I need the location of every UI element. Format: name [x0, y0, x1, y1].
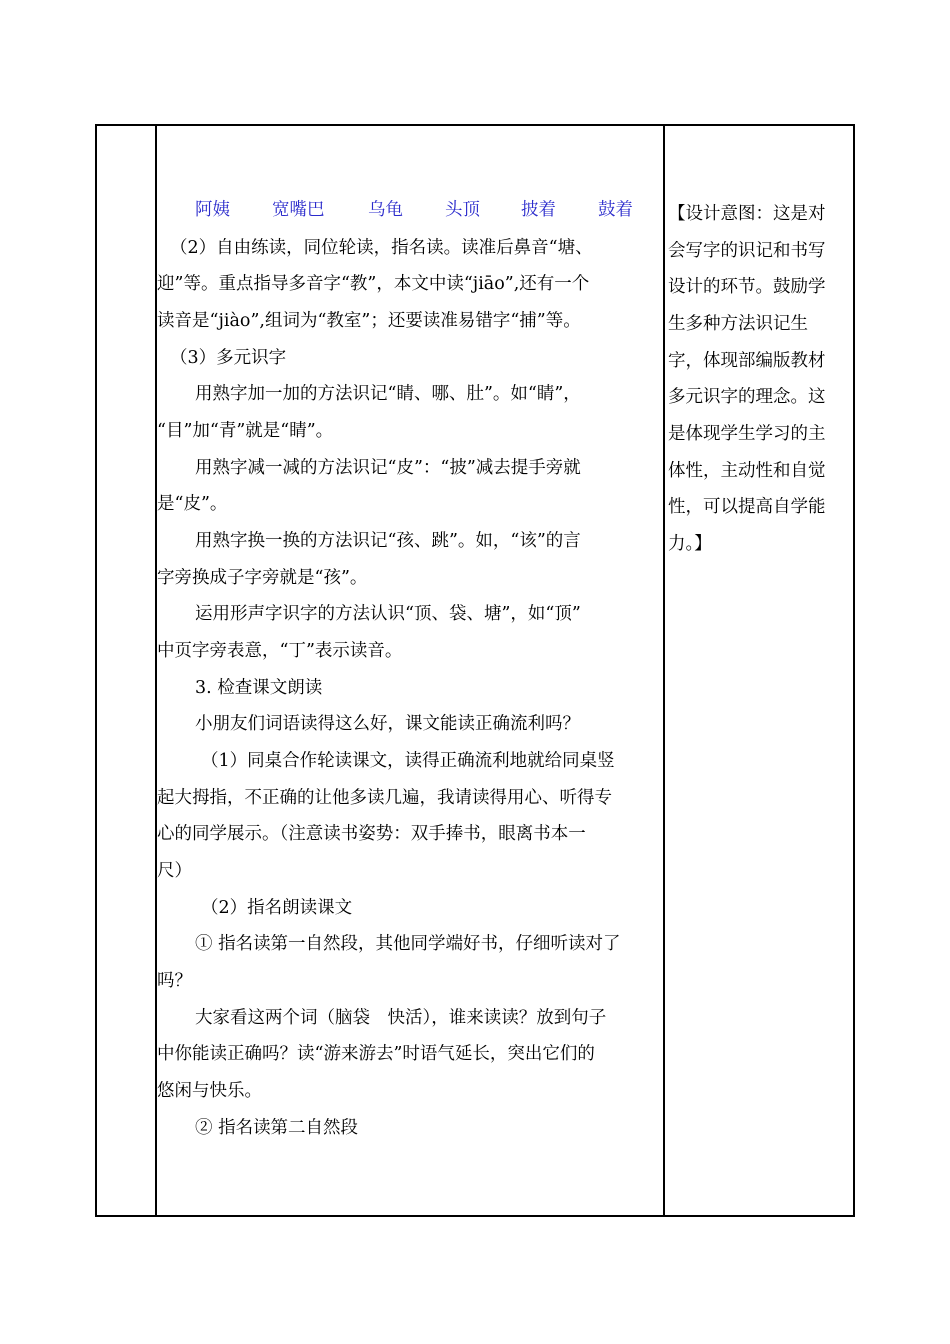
vocab-word: 披着: [521, 200, 556, 220]
text-line: 小朋友们词语读得这么好，课文能读正确流利吗？: [195, 714, 580, 734]
text-line: ② 指名读第二自然段: [195, 1118, 359, 1138]
text-line: 吗？: [157, 971, 192, 991]
empty-left-column: [97, 126, 155, 1215]
design-note-line: 性，可以提高自学能: [668, 497, 826, 517]
text-line: 字旁换成子字旁就是“孩”。: [157, 568, 368, 588]
text-line: 用熟字减一减的方法识记“皮”：“披”减去提手旁就: [195, 458, 581, 478]
vocab-word: 鼓着: [598, 200, 633, 220]
text-line: 用熟字加一加的方法识记“睛、哪、肚”。如“睛”，: [195, 384, 581, 404]
text-line: （1）同桌合作轮读课文，读得正确流利地就给同桌竖: [201, 751, 615, 771]
text-line: 起大拇指，不正确的让他多读几遍，我请读得用心、听得专: [157, 788, 612, 808]
text-line: （3）多元识字: [170, 348, 287, 368]
text-line: 运用形声字识字的方法认识“顶、袋、塘”，如“顶”: [195, 604, 581, 624]
vocab-word: 乌龟: [368, 200, 403, 220]
vocab-word: 头顶: [445, 200, 480, 220]
design-note-line: 【设计意图：这是对: [668, 204, 826, 224]
design-note-line: 是体现学生学习的主: [668, 424, 826, 444]
design-note-line: 会写字的识记和书写: [668, 241, 826, 261]
text-line: （2）自由练读，同位轮读，指名读。读准后鼻音“塘、: [170, 238, 593, 258]
design-note-line: 多元识字的理念。这: [668, 387, 826, 407]
section-heading: 3. 检查课文朗读: [195, 678, 323, 698]
text-line: ① 指名读第一自然段，其他同学端好书，仔细听读对了: [195, 934, 621, 954]
text-line: 是“皮”。: [157, 494, 228, 514]
text-line: “目”加“青”就是“睛”。: [157, 421, 334, 441]
design-note-line: 体性，主动性和自觉: [668, 461, 826, 481]
design-intent-column: [665, 126, 853, 1215]
vocabulary-row: [157, 198, 663, 222]
design-note-line: 力。】: [668, 534, 712, 554]
lesson-table: [95, 124, 855, 1217]
text-line: 中页字旁表意，“丁”表示读音。: [157, 641, 403, 661]
text-line: 用熟字换一换的方法识记“孩、跳”。如，“该”的言: [195, 531, 581, 551]
design-note-line: 设计的环节。鼓励学: [668, 277, 826, 297]
text-line: （2）指名朗读课文: [201, 898, 353, 918]
teaching-process-column: [157, 126, 663, 1215]
text-line: 大家看这两个词（脑袋 快活），谁来读读？放到句子: [195, 1008, 607, 1028]
vocab-word: 阿姨: [195, 200, 230, 220]
text-line: 迎”等。重点指导多音字“教”，本文中读“jiāo”,还有一个: [157, 274, 590, 294]
vocab-word: 宽嘴巴: [272, 200, 325, 220]
text-line: 悠闲与快乐。: [157, 1081, 262, 1101]
text-line: 心的同学展示。（注意读书姿势：双手捧书，眼离书本一: [157, 824, 586, 844]
text-line: 中你能读正确吗？读“游来游去”时语气延长，突出它们的: [157, 1044, 595, 1064]
text-line: 读音是“jiào”,组词为“教室”；还要读准易错字“捕”等。: [157, 311, 581, 331]
design-note-line: 字，体现部编版教材: [668, 351, 826, 371]
design-note-line: 生多种方法识记生: [668, 314, 808, 334]
text-line: 尺）: [157, 861, 192, 881]
